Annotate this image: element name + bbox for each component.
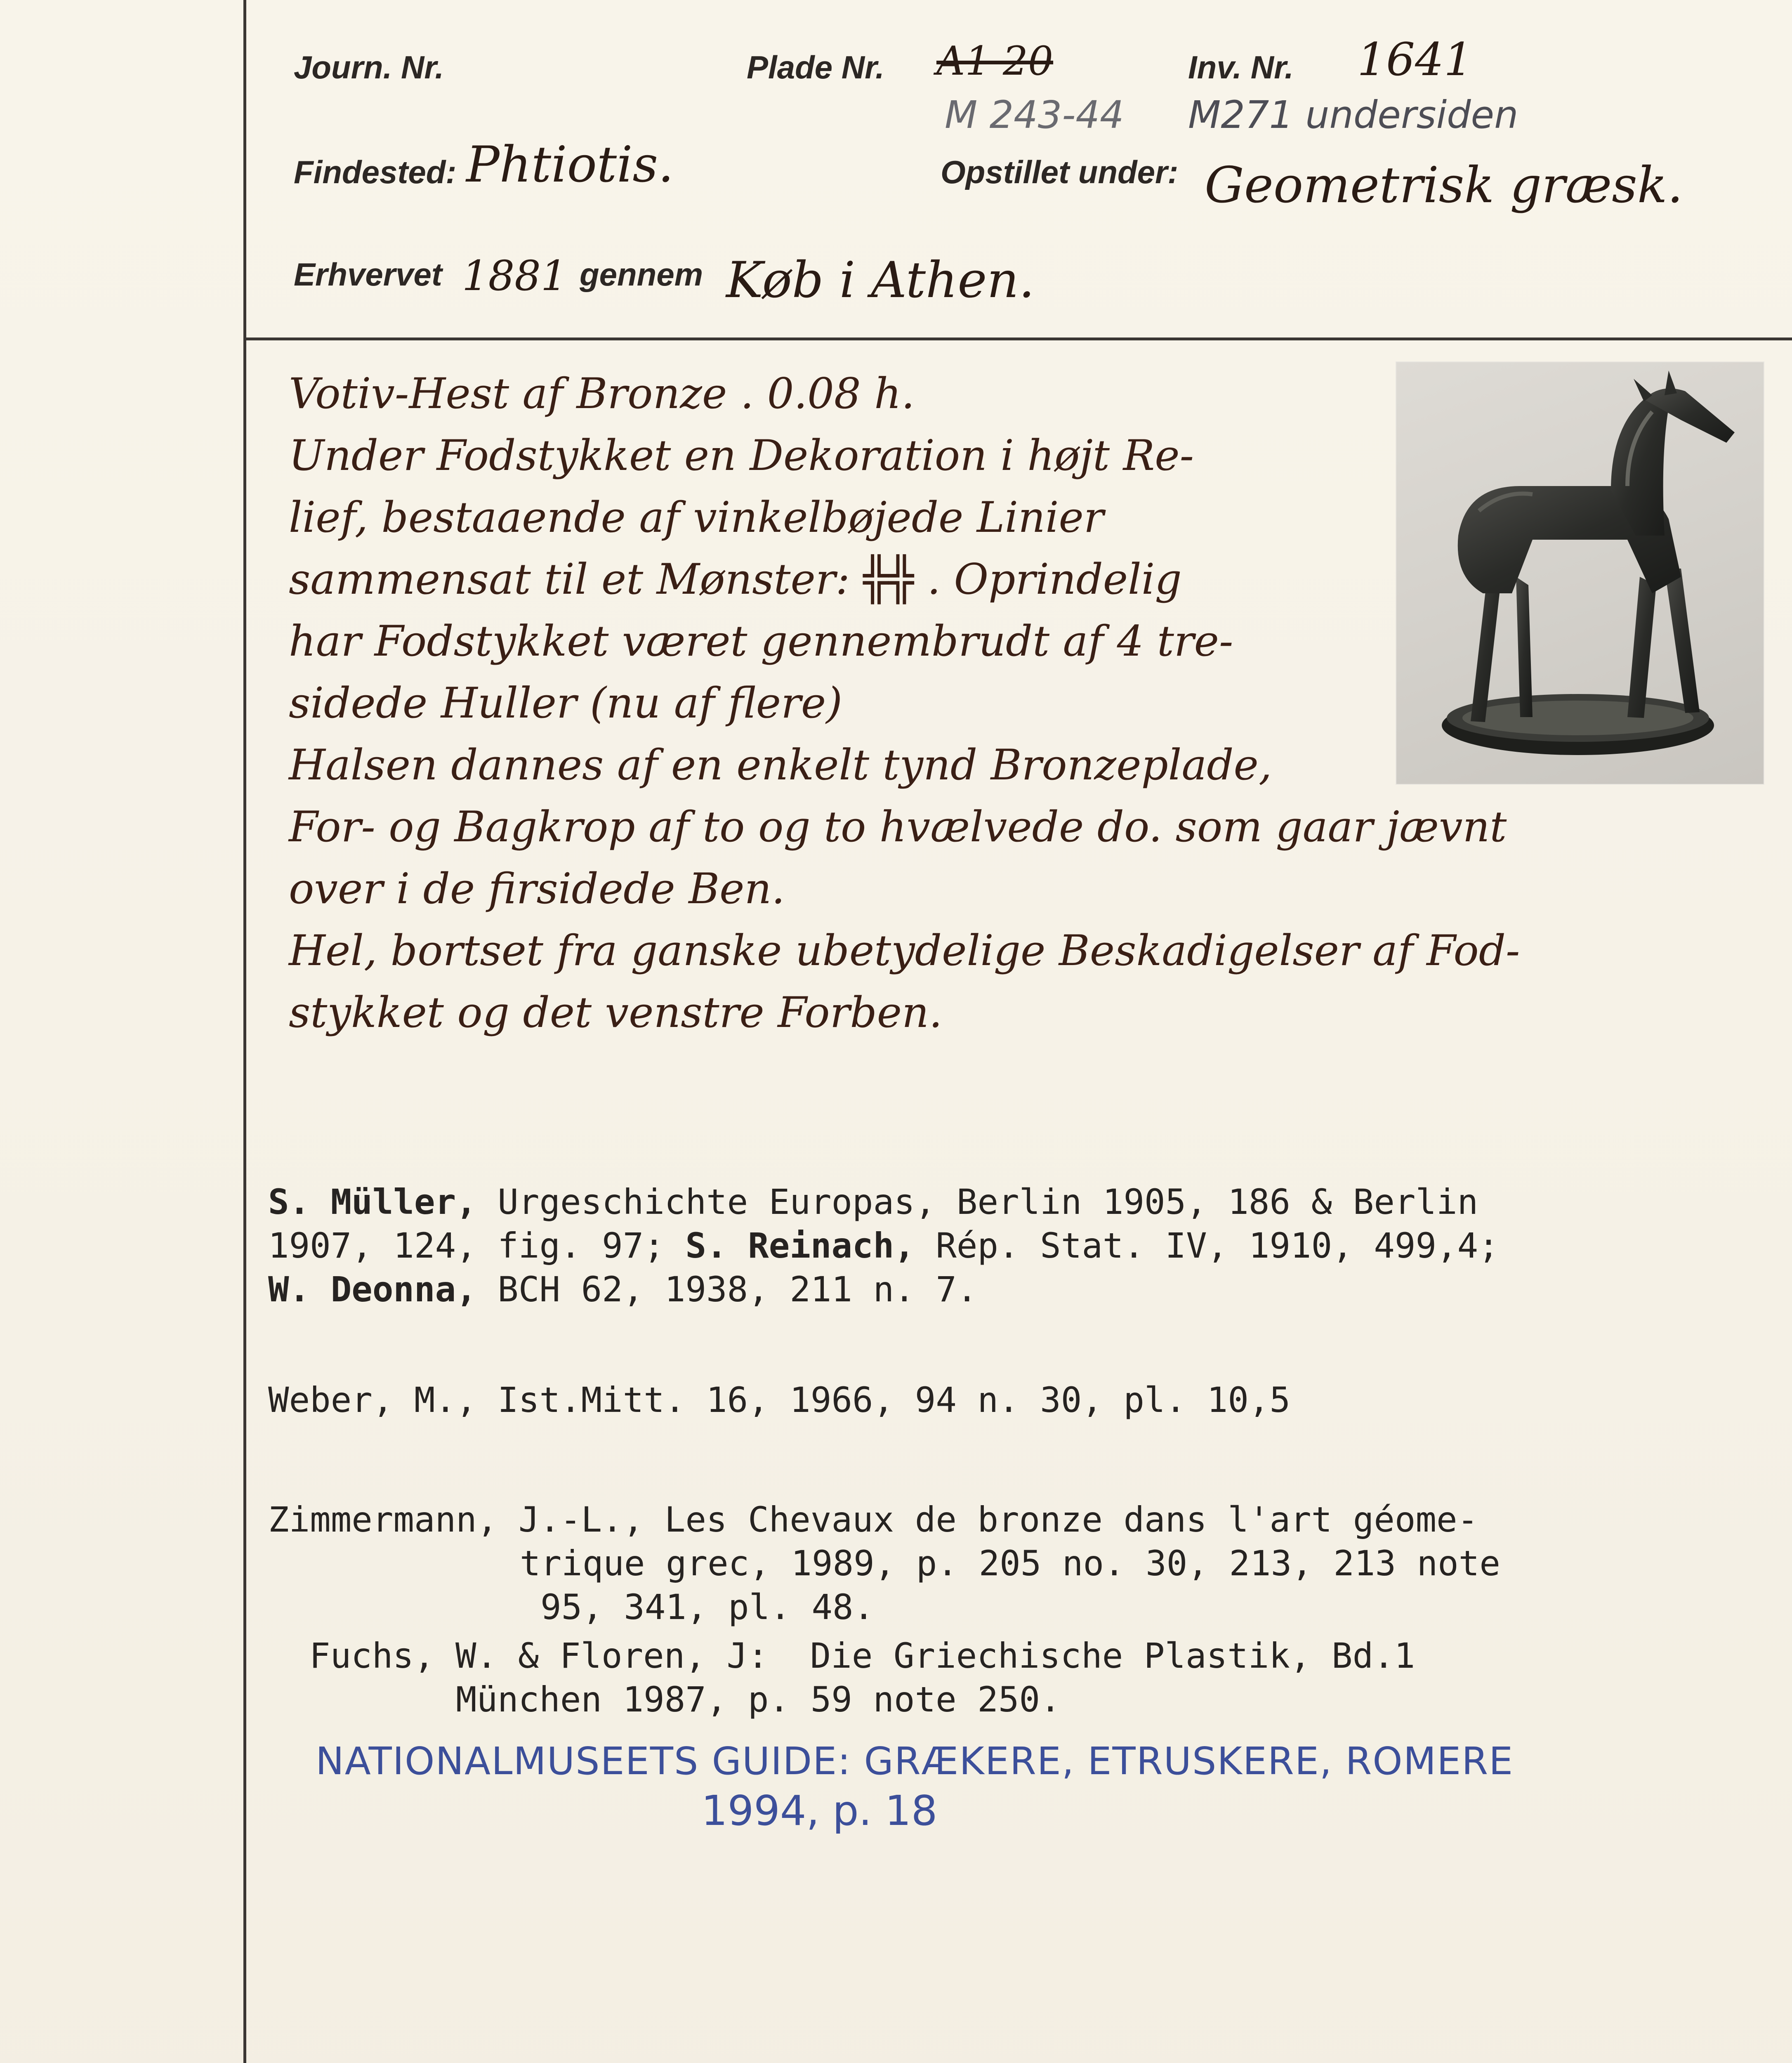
reference-fuchs-line2: München 1987, p. 59 note 250. — [456, 1679, 1061, 1720]
description-line: over i de firsidede Ben. — [289, 864, 785, 913]
description-line: Votiv-Hest af Bronze . 0.08 h. — [289, 369, 915, 418]
erhvervet-year: 1881 — [462, 252, 567, 300]
plate-underside-pencil: M271 undersiden — [1188, 93, 1518, 137]
gennem-label: gennem — [580, 256, 703, 293]
reference-nationalmuseet-line1: NATIONALMUSEETS GUIDE: GRÆKERE, ETRUSKERE, ROMERE — [316, 1739, 1514, 1783]
reference-zimmermann-line2: trique grec, 1989, p. 205 no. 30, 213, 213 note — [520, 1543, 1500, 1584]
findested-value: Phtiotis. — [466, 136, 674, 194]
description-line: sammensat til et Mønster: ╬╬ . Oprindelig — [289, 555, 1182, 604]
object-description — [289, 363, 1520, 1044]
ref-author-reinach: S. Reinach, — [685, 1225, 915, 1266]
description-line: stykket og det venstre Forben. — [289, 988, 943, 1037]
plade-nr-struck-value: A1 20 — [936, 38, 1054, 84]
horse-figurine-image — [1396, 362, 1764, 784]
opstillet-value: Geometrisk græsk. — [1205, 157, 1683, 214]
description-line: lief, bestaaende af vinkelbøjede Linier — [289, 493, 1104, 542]
inv-nr-value: 1641 — [1357, 33, 1473, 86]
erhvervet-label: Erhvervet — [294, 256, 442, 293]
findested-label: Findested: — [294, 154, 457, 190]
description-line: For- og Bagkrop af to og to hvælvede do. som gaar jævnt — [289, 803, 1507, 852]
reference-weber: Weber, M., Ist.Mitt. 16, 1966, 94 n. 30, pl. 10,5 — [268, 1380, 1291, 1420]
reference-nationalmuseet-line2: 1994, p. 18 — [701, 1787, 938, 1835]
reference-fuchs-line1: Fuchs, W. & Floren, J: Die Griechische Plastik, Bd.1 — [309, 1636, 1415, 1676]
ref-text: 1907, 124, fig. 97; — [268, 1225, 686, 1266]
description-line: sidede Huller (nu af flere) — [289, 679, 843, 728]
description-line: Halsen dannes af en enkelt tynd Bronzeplade, — [289, 741, 1272, 790]
description-line: Hel, bortset fra ganske ubetydelige Beskadigelser af Fod- — [289, 926, 1520, 975]
ref-author-mueller: S. Müller, — [268, 1182, 477, 1222]
ref-text: BCH 62, 1938, 211 n. 7. — [476, 1269, 978, 1310]
ref-text: Rép. Stat. IV, 1910, 499,4; — [915, 1225, 1499, 1266]
ref-text: Urgeschichte Europas, Berlin 1905, 186 & Berlin — [476, 1182, 1478, 1222]
reference-mueller-reinach-deonna — [268, 1180, 1499, 1311]
ref-author-deonna: W. Deonna, — [268, 1269, 477, 1310]
reference-zimmermann-line3: 95, 341, pl. 48. — [540, 1587, 875, 1627]
plate-numbers-pencil: M 243-44 — [945, 93, 1124, 137]
journ-nr-label: Journ. Nr. — [294, 49, 444, 85]
reference-zimmermann-line1: Zimmermann, J.-L., Les Chevaux de bronze dans l'art géome- — [268, 1499, 1478, 1540]
gennem-value: Køb i Athen. — [726, 252, 1035, 309]
description-line: Under Fodstykket en Dekoration i højt Re- — [289, 431, 1194, 480]
opstillet-label: Opstillet under: — [941, 154, 1179, 190]
description-line: har Fodstykket været gennembrudt af 4 tre- — [289, 617, 1233, 666]
margin-line — [243, 0, 246, 2063]
header-divider — [246, 338, 1792, 340]
inv-nr-label: Inv. Nr. — [1188, 49, 1294, 85]
plade-nr-label: Plade Nr. — [747, 49, 884, 85]
horse-figurine-photo — [1396, 362, 1764, 784]
